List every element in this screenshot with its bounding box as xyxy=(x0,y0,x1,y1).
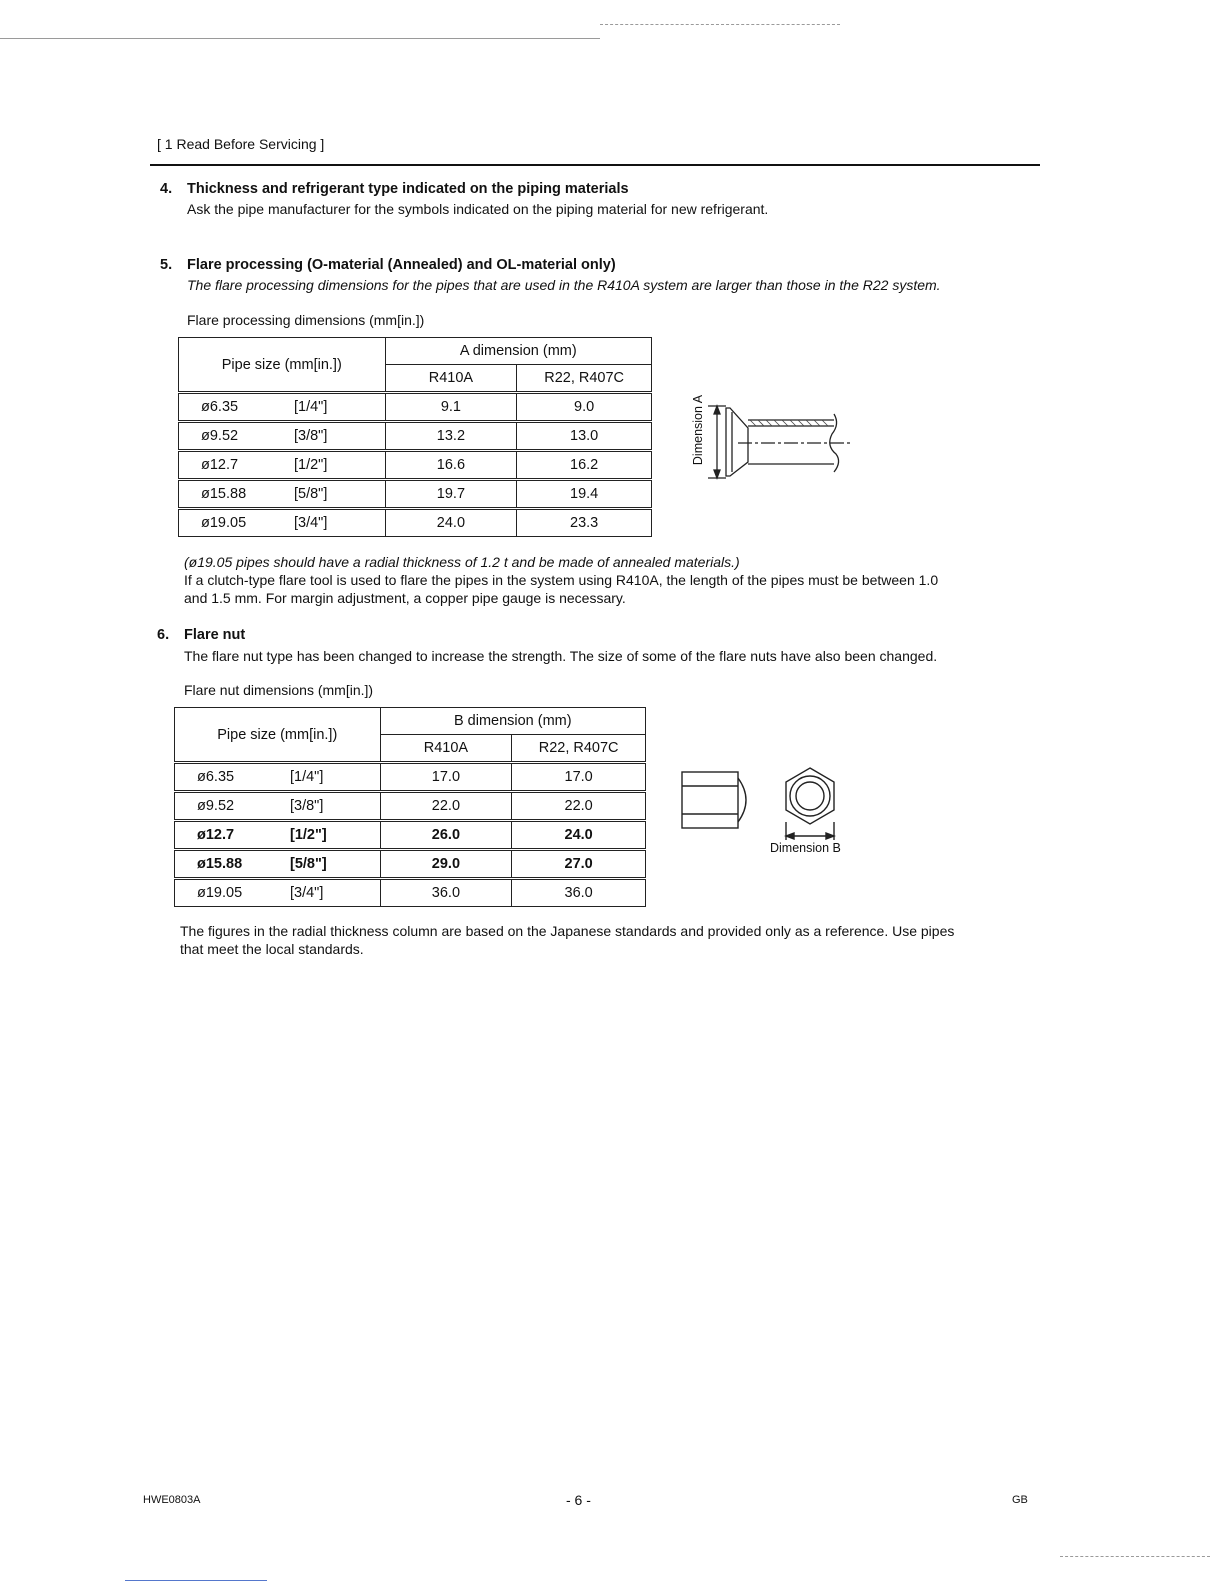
nut-note-1: The figures in the radial thickness column are based on the Japanese standards and provided only as a reference. Use pipes xyxy=(180,923,955,939)
footer-region: GB xyxy=(1012,1494,1028,1506)
section-5-number: 5. xyxy=(160,257,173,273)
r22-header: R22, R407C xyxy=(512,735,646,763)
nut-note-2: that meet the local standards. xyxy=(180,941,364,957)
flare-nut-diagram xyxy=(680,764,850,844)
r22-value: 27.0 xyxy=(512,850,646,879)
pipe-mm: ø15.88 xyxy=(197,856,243,872)
flare-note-3: and 1.5 mm. For margin adjustment, a copper pipe gauge is necessary. xyxy=(184,590,626,606)
r22-value: 19.4 xyxy=(517,480,652,509)
pipe-inch: [1/4"] xyxy=(294,399,328,415)
footer-doc-code: HWE0803A xyxy=(143,1494,201,1506)
pipe-inch: [1/2"] xyxy=(290,827,327,843)
table-row xyxy=(175,879,646,907)
table-row xyxy=(179,480,652,509)
scan-line xyxy=(1060,1556,1210,1557)
section-4-body: Ask the pipe manufacturer for the symbols indicated on the piping material for new refrigerant. xyxy=(187,201,769,217)
pipe-mm: ø12.7 xyxy=(201,457,239,473)
pipe-mm: ø15.88 xyxy=(201,486,247,502)
pipe-inch: [3/4"] xyxy=(294,515,328,531)
r22-value: 13.0 xyxy=(517,422,652,451)
flare-nut-table xyxy=(174,707,646,907)
r410a-value: 22.0 xyxy=(380,792,512,821)
flare-processing-table xyxy=(178,337,652,537)
pipe-size-header: Pipe size (mm[in.]) xyxy=(175,708,381,763)
r22-value: 22.0 xyxy=(512,792,646,821)
pipe-mm: ø19.05 xyxy=(201,515,247,531)
section-6-body: The flare nut type has been changed to increase the strength. The size of some of the flare nuts have also been changed. xyxy=(184,648,938,664)
r22-value: 23.3 xyxy=(517,509,652,537)
table-row xyxy=(179,451,652,480)
table-row xyxy=(175,792,646,821)
table-row xyxy=(175,763,646,792)
r410a-value: 17.0 xyxy=(380,763,512,792)
pipe-inch: [3/8"] xyxy=(294,428,328,444)
pipe-inch: [5/8"] xyxy=(294,486,328,502)
pipe-size-header: Pipe size (mm[in.]) xyxy=(179,338,386,393)
r410a-value: 26.0 xyxy=(380,821,512,850)
header-rule xyxy=(150,164,1040,166)
dimension-b-label: Dimension B xyxy=(770,841,841,855)
section-6-title: Flare nut xyxy=(184,627,246,643)
r410a-value: 16.6 xyxy=(385,451,517,480)
table-row xyxy=(179,509,652,537)
r410a-value: 19.7 xyxy=(385,480,517,509)
nut-table-caption: Flare nut dimensions (mm[in.]) xyxy=(184,682,374,698)
table-row xyxy=(175,821,646,850)
r22-value: 17.0 xyxy=(512,763,646,792)
r22-value: 16.2 xyxy=(517,451,652,480)
r22-value: 36.0 xyxy=(512,879,646,907)
flare-note-1: (ø19.05 pipes should have a radial thickness of 1.2 t and be made of annealed materials.) xyxy=(184,554,740,570)
pipe-inch: [3/8"] xyxy=(290,798,324,814)
a-dimension-header: A dimension (mm) xyxy=(385,338,651,365)
b-dimension-header: B dimension (mm) xyxy=(380,708,645,735)
flare-pipe-diagram xyxy=(686,396,856,486)
pipe-inch: [1/2"] xyxy=(294,457,328,473)
table-row xyxy=(175,850,646,879)
section-4-number: 4. xyxy=(160,181,173,197)
section-5-title: Flare processing (O-material (Annealed) and OL-material only) xyxy=(187,257,616,273)
page-header: [ 1 Read Before Servicing ] xyxy=(157,136,325,152)
pipe-mm: ø19.05 xyxy=(197,885,243,901)
pipe-mm: ø6.35 xyxy=(197,769,235,785)
dimension-a-label: Dimension A xyxy=(691,394,705,466)
r410a-value: 29.0 xyxy=(380,850,512,879)
flare-table-caption: Flare processing dimensions (mm[in.]) xyxy=(187,312,425,328)
pipe-mm: ø12.7 xyxy=(197,827,235,843)
r410a-value: 9.1 xyxy=(385,393,517,422)
r410a-value: 13.2 xyxy=(385,422,517,451)
r22-value: 9.0 xyxy=(517,393,652,422)
scan-line xyxy=(0,38,600,39)
r22-header: R22, R407C xyxy=(517,365,652,393)
pipe-inch: [5/8"] xyxy=(290,856,327,872)
footer-page-number: - 6 - xyxy=(566,1492,591,1508)
section-4-title: Thickness and refrigerant type indicated on the piping materials xyxy=(187,181,629,197)
pipe-mm: ø9.52 xyxy=(197,798,235,814)
section-6-number: 6. xyxy=(157,627,170,643)
pipe-inch: [3/4"] xyxy=(290,885,324,901)
r22-value: 24.0 xyxy=(512,821,646,850)
flare-note-2: If a clutch-type flare tool is used to flare the pipes in the system using R410A, the length of the pipes must be between 1.0 xyxy=(184,572,939,588)
scan-line xyxy=(125,1580,267,1581)
scan-line xyxy=(600,24,840,25)
section-5-body: The flare processing dimensions for the pipes that are used in the R410A system are larger than those in the R22 system. xyxy=(187,277,941,293)
pipe-mm: ø9.52 xyxy=(201,428,239,444)
table-row xyxy=(179,393,652,422)
r410a-header: R410A xyxy=(385,365,517,393)
table-row xyxy=(179,422,652,451)
pipe-mm: ø6.35 xyxy=(201,399,239,415)
pipe-inch: [1/4"] xyxy=(290,769,324,785)
r410a-value: 36.0 xyxy=(380,879,512,907)
r410a-header: R410A xyxy=(380,735,512,763)
r410a-value: 24.0 xyxy=(385,509,517,537)
